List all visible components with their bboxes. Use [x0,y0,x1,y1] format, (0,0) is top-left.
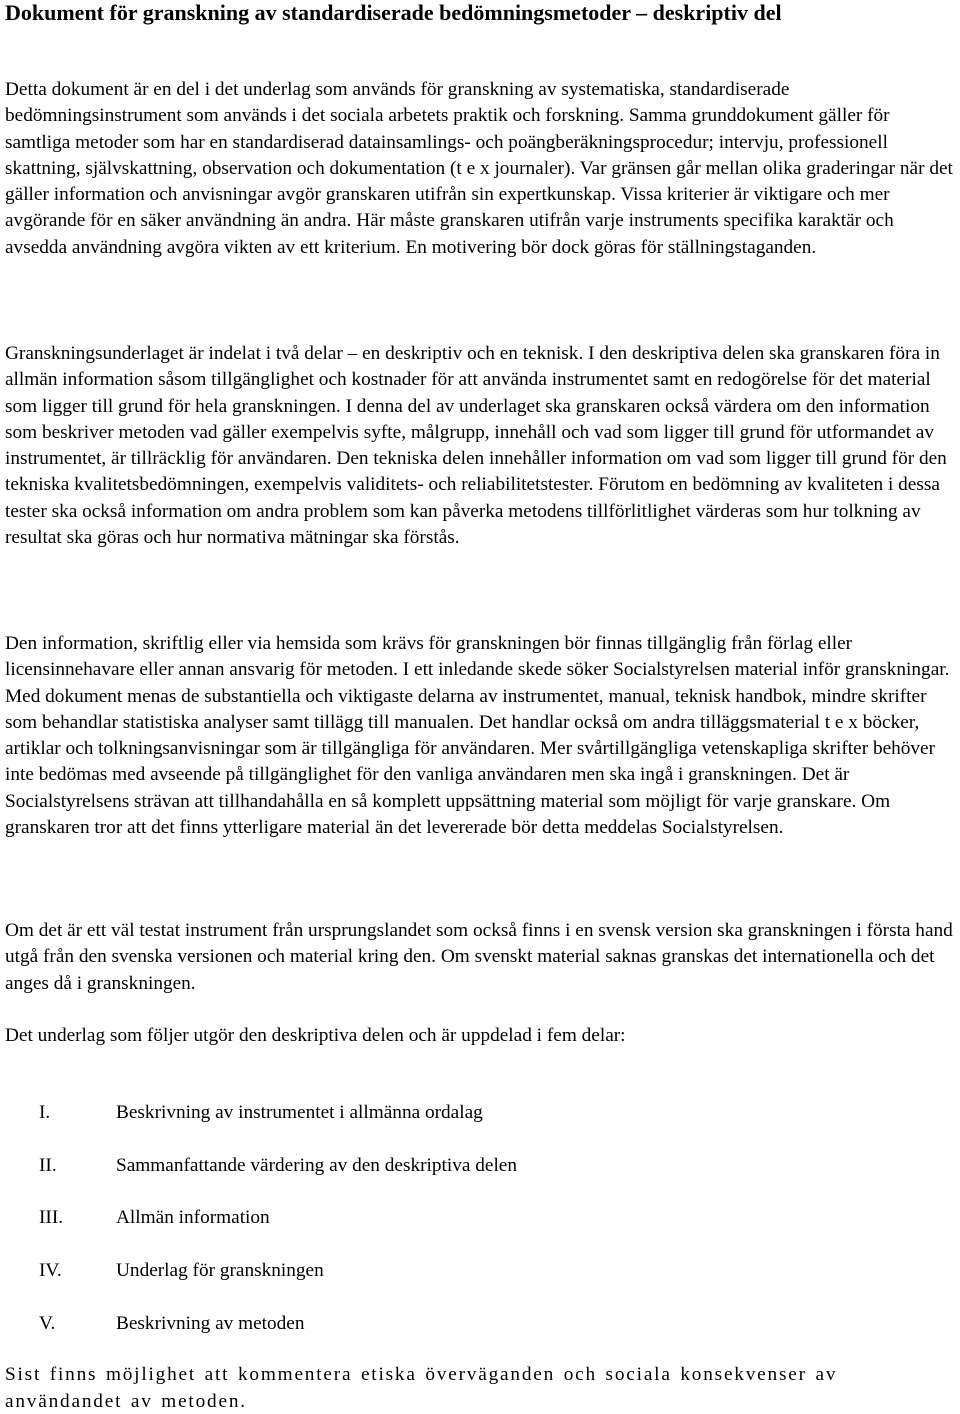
intro-paragraph: Detta dokument är en del i det underlag som används för granskning av systematiska, standardiserade bedömningsinstrument som används i det sociala arbetets praktik och forskning. Samma grunddokument gäller för samtliga metoder som har en standardiserad datainsamlings- och poängberäkningsprocedur; intervju, professionell skattning, självskattning, observation och dokumentation (t e x journaler). Var gränsen går mellan olika graderingar när det gäller information och anvisningar avgör granskaren utifrån sin expertkunskap. Vissa kriterier är viktigare och mer avgörande för en säker användning än andra. Här måste granskaren utifrån varje instruments specifika karaktär och avsedda användning avgöra vikten av ett kriterium. En motivering bör dock göras för ställningstaganden. [5,79,953,258]
list-item-label: Beskrivning av metoden [116,1312,305,1334]
list-item-numeral: II. [39,1154,57,1176]
list-item-label: Allmän information [116,1207,270,1229]
list-item [5,1100,905,1153]
list-item-numeral: I. [39,1102,51,1123]
list-item-numeral: V. [39,1312,56,1334]
list-item [5,1258,905,1311]
material-paragraph: Den information, skriftlig eller via hemsida som krävs för granskningen bör finnas tillgänglig från förlag eller licensinnehavare eller annan ansvarig för metoden. I ett inledande skede söker Socialstyrelsen material inför granskningar. Med dokument menas de substantiella och viktigaste delarna av instrumentet, manual, teknisk handbok, mindre skrifter som behandlar statistiska analyser samt tillägg till manualen. Det handlar också om andra tilläggsmaterial t e x böcker, artiklar och tolkningsanvisningar som är tillgängliga för användaren. Mer svårtillgängliga vetenskapliga skrifter behöver inte bedömas med avseende på tillgänglighet för den vanliga användaren men ska ingå i granskningen. Det är Socialstyrelsens strävan att tillhandahålla en så komplett uppsättning material som möjligt för varje granskare. Om granskaren tror att det finns ytterligare material än det levererade bör detta meddelas Socialstyrelsen. [5,633,950,839]
list-item-numeral: III. [39,1207,64,1229]
parts-list [5,1100,905,1363]
list-item [5,1311,905,1364]
list-item-label: Sammanfattande värdering av den deskriptiva delen [116,1154,518,1176]
list-item-label: Underlag för granskningen [116,1260,324,1282]
list-item [5,1153,905,1206]
document-title: Dokument för granskning av standardiserade bedömningsmetoder – deskriptiv del [5,0,782,25]
swedish-version-paragraph: Om det är ett väl testat instrument från ursprungslandet som också finns i en svensk version ska granskningen i första hand utgå från den svenska versionen och material kring den. Om svenskt material saknas granskas det internationella och det anges då i granskningen. [5,920,953,994]
list-item-numeral: IV. [39,1260,62,1282]
list-item-label: Beskrivning av instrumentet i allmänna ordalag [116,1102,483,1123]
parts-intro-paragraph: Det underlag som följer utgör den deskriptiva delen och är uppdelad i fem delar: [5,1025,626,1046]
list-item [5,1205,905,1258]
closing-paragraph: Sist finns möjlighet att kommentera etiska överväganden och sociala konsekvenser av användandet av metoden. [5,1364,838,1412]
structure-paragraph: Granskningsunderlaget är indelat i två delar – en deskriptiv och en teknisk. I den deskriptiva delen ska granskaren föra in allmän information såsom tillgänglighet och kostnader för att använda instrumentet samt en redogörelse för det material som ligger till grund för hela granskningen. I denna del av underlaget ska granskaren också värdera om den information som beskriver metoden vad gäller exempelvis syfte, målgrupp, innehåll och vad som ligger till grund för utformandet av instrumentet, är tillräcklig för användaren. Den tekniska delen innehåller information om vad som ligger till grund för den tekniska kvalitetsbedömningen, exempelvis validitets- och reliabilitetstester. Förutom en bedömning av kvaliteten i dessa tester ska också information om andra problem som kan påverka metodens tillförlitlighet värderas som hur tolkning av resultat ska göras och hur normativa mätningar ska förstås. [5,343,947,549]
